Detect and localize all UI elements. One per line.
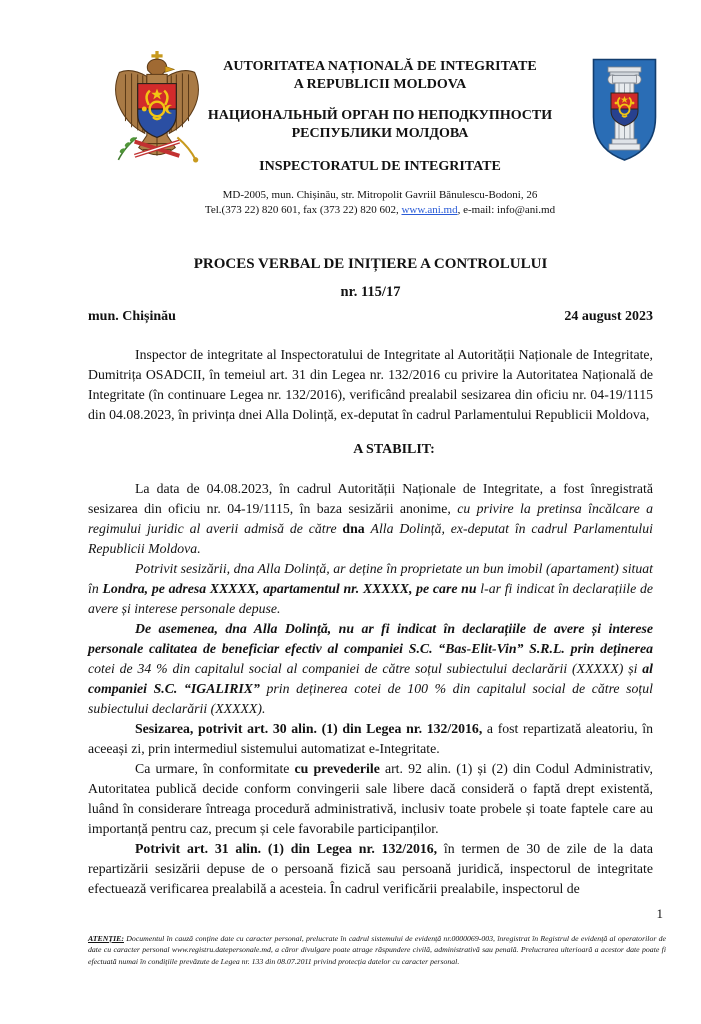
footnote-label: ATENȚIE: [88,934,124,943]
page-number: 1 [656,906,663,921]
department-name: INSPECTORATUL DE INTEGRITATE [259,159,501,174]
place-text: mun. Chișinău [88,309,176,324]
address-block [178,188,582,218]
phone-fax-text: Tel.(373 22) 820 601, fax (373 22) 820 602, [204,204,402,216]
address-line: MD-2005, mun. Chișinău, str. Mitropolit Gavriil Bănulescu-Bodoni, 26 [222,189,538,201]
org-name-ro-line2: A REPUBLICII MOLDOVA [293,77,467,92]
body-paragraph: Sesizarea, potrivit art. 30 alin. (1) din Legea nr. 132/2016, a fost repartizată aleatoriu, în aceeași zi, prin intermediul sistemului automatizat e-Integritate. [88,721,653,756]
document-number: nr. 115/17 [340,284,401,300]
contact-line [178,203,582,218]
org-name-ru-line1: НАЦИОНАЛЬНЫЙ ОРГАН ПО НЕПОДКУПНОСТИ [207,108,553,123]
org-name-ro-line1: AUTORITATEA NAȚIONALĂ DE INTEGRITATE [223,59,537,74]
intro-paragraph: Inspector de integritate al Inspectoratului de Integritate al Autorității Naționale de Integritate, Dumitrița OSADCII, în temeiul art. 31 din Legea nr. 132/2016 cu privire la Autoritatea Națională de Integritate (în continuare Legea nr. 132/2016), verificând prealabil sesizarea din oficiu nr. 04-19/1115 din 04.08.2023, în privința dnei Alla Dolință, ex-deputat în cadrul Parlamentului Republicii Moldova, [88,347,653,422]
org-name-ru-line2: РЕСПУБЛИКИ МОЛДОВА [291,126,469,141]
body-paragraph: La data de 04.08.2023, în cadrul Autorității Naționale de Integritate, a fost înregistrată sesizarea din oficiu nr. 04-19/1115, în baza sesizării anonime, cu privire la pretinsa încălcare a regimului juridic al averii admisă de către dna Alla Dolință, ex-deputat în cadrul Parlamentului Republicii Moldova. [88,481,653,556]
body-paragraph: Potrivit art. 31 alin. (1) din Legea nr. 132/2016, în termen de 30 de zile de la data repartizării sesizării depuse de o persoană fizică sau persoană juridică, inspectorul de integritate efectuează verificarea prealabilă a acesteia. În cadrul verificării prealabile, inspectorul de [88,841,653,896]
place-date-row [88,309,653,325]
document-body [88,345,653,899]
website-link[interactable]: www.ani.md [401,204,458,216]
body-paragraph: Potrivit sesizării, dna Alla Dolință, ar deține în proprietate un bun imobil (apartament) situat în Londra, pe adresa XXXXX, apartamentul nr. XXXXX, pe care nu l-ar fi indicat în declarațiile de avere și interese personale depuse. [88,561,653,616]
ani-column-emblem-icon [591,57,658,163]
date-text: 24 august 2023 [564,309,653,324]
document-title [88,256,653,301]
stabilit-heading: A STABILIT: [353,442,435,457]
letterhead [178,58,582,218]
title-text: PROCES VERBAL DE INIȚIERE A CONTROLULUI [193,256,548,272]
body-paragraph: De asemenea, dna Alla Dolință, nu ar fi indicat în declarațiile de avere și interese personale calitatea de beneficiar efectiv al companiei S.C. “Bas-Elit-Vin” S.R.L. prin deținerea cotei de 34 % din capitalul social al companiei de către soțul subiectului declarării (XXXXX) și al companiei S.C. “IGALIRIX” prin deținerea cotei de 100 % din capitalul social de către soțul subiectului declarării (XXXXX). [88,621,653,716]
email-text: info@ani.md [497,204,556,216]
privacy-footnote [88,933,666,967]
footnote-text: Documentul în cauză conține date cu caracter personal, prelucrate în cadrul sistemului de evidență nr.0000069-003, înregistrat în Registrul de evidență al operatorilor de date cu caracter personal www.registru.datepersonale.md, a căror divulgare poate atrage răspundere civilă, administrativă sau penală. Prelucrarea ulterioară a acestor date poate fi efectuată numai în condițiile prevăzute de Legea nr. 133 din 08.07.2011 privind protecția datelor cu caracter personal. [88,934,666,966]
email-label: , e-mail: [457,204,498,216]
body-paragraph: Ca urmare, în conformitate cu prevederile art. 92 alin. (1) și (2) din Codul Administrativ, Autoritatea publică decide conform convingerii sale libere dacă consideră o faptă drept existentă, luând în considerare întreaga procedură administrativă, inclusiv toate probele și toate faptele care au importanță pentru caz, precum și cele favorabile participanților. [88,761,654,836]
